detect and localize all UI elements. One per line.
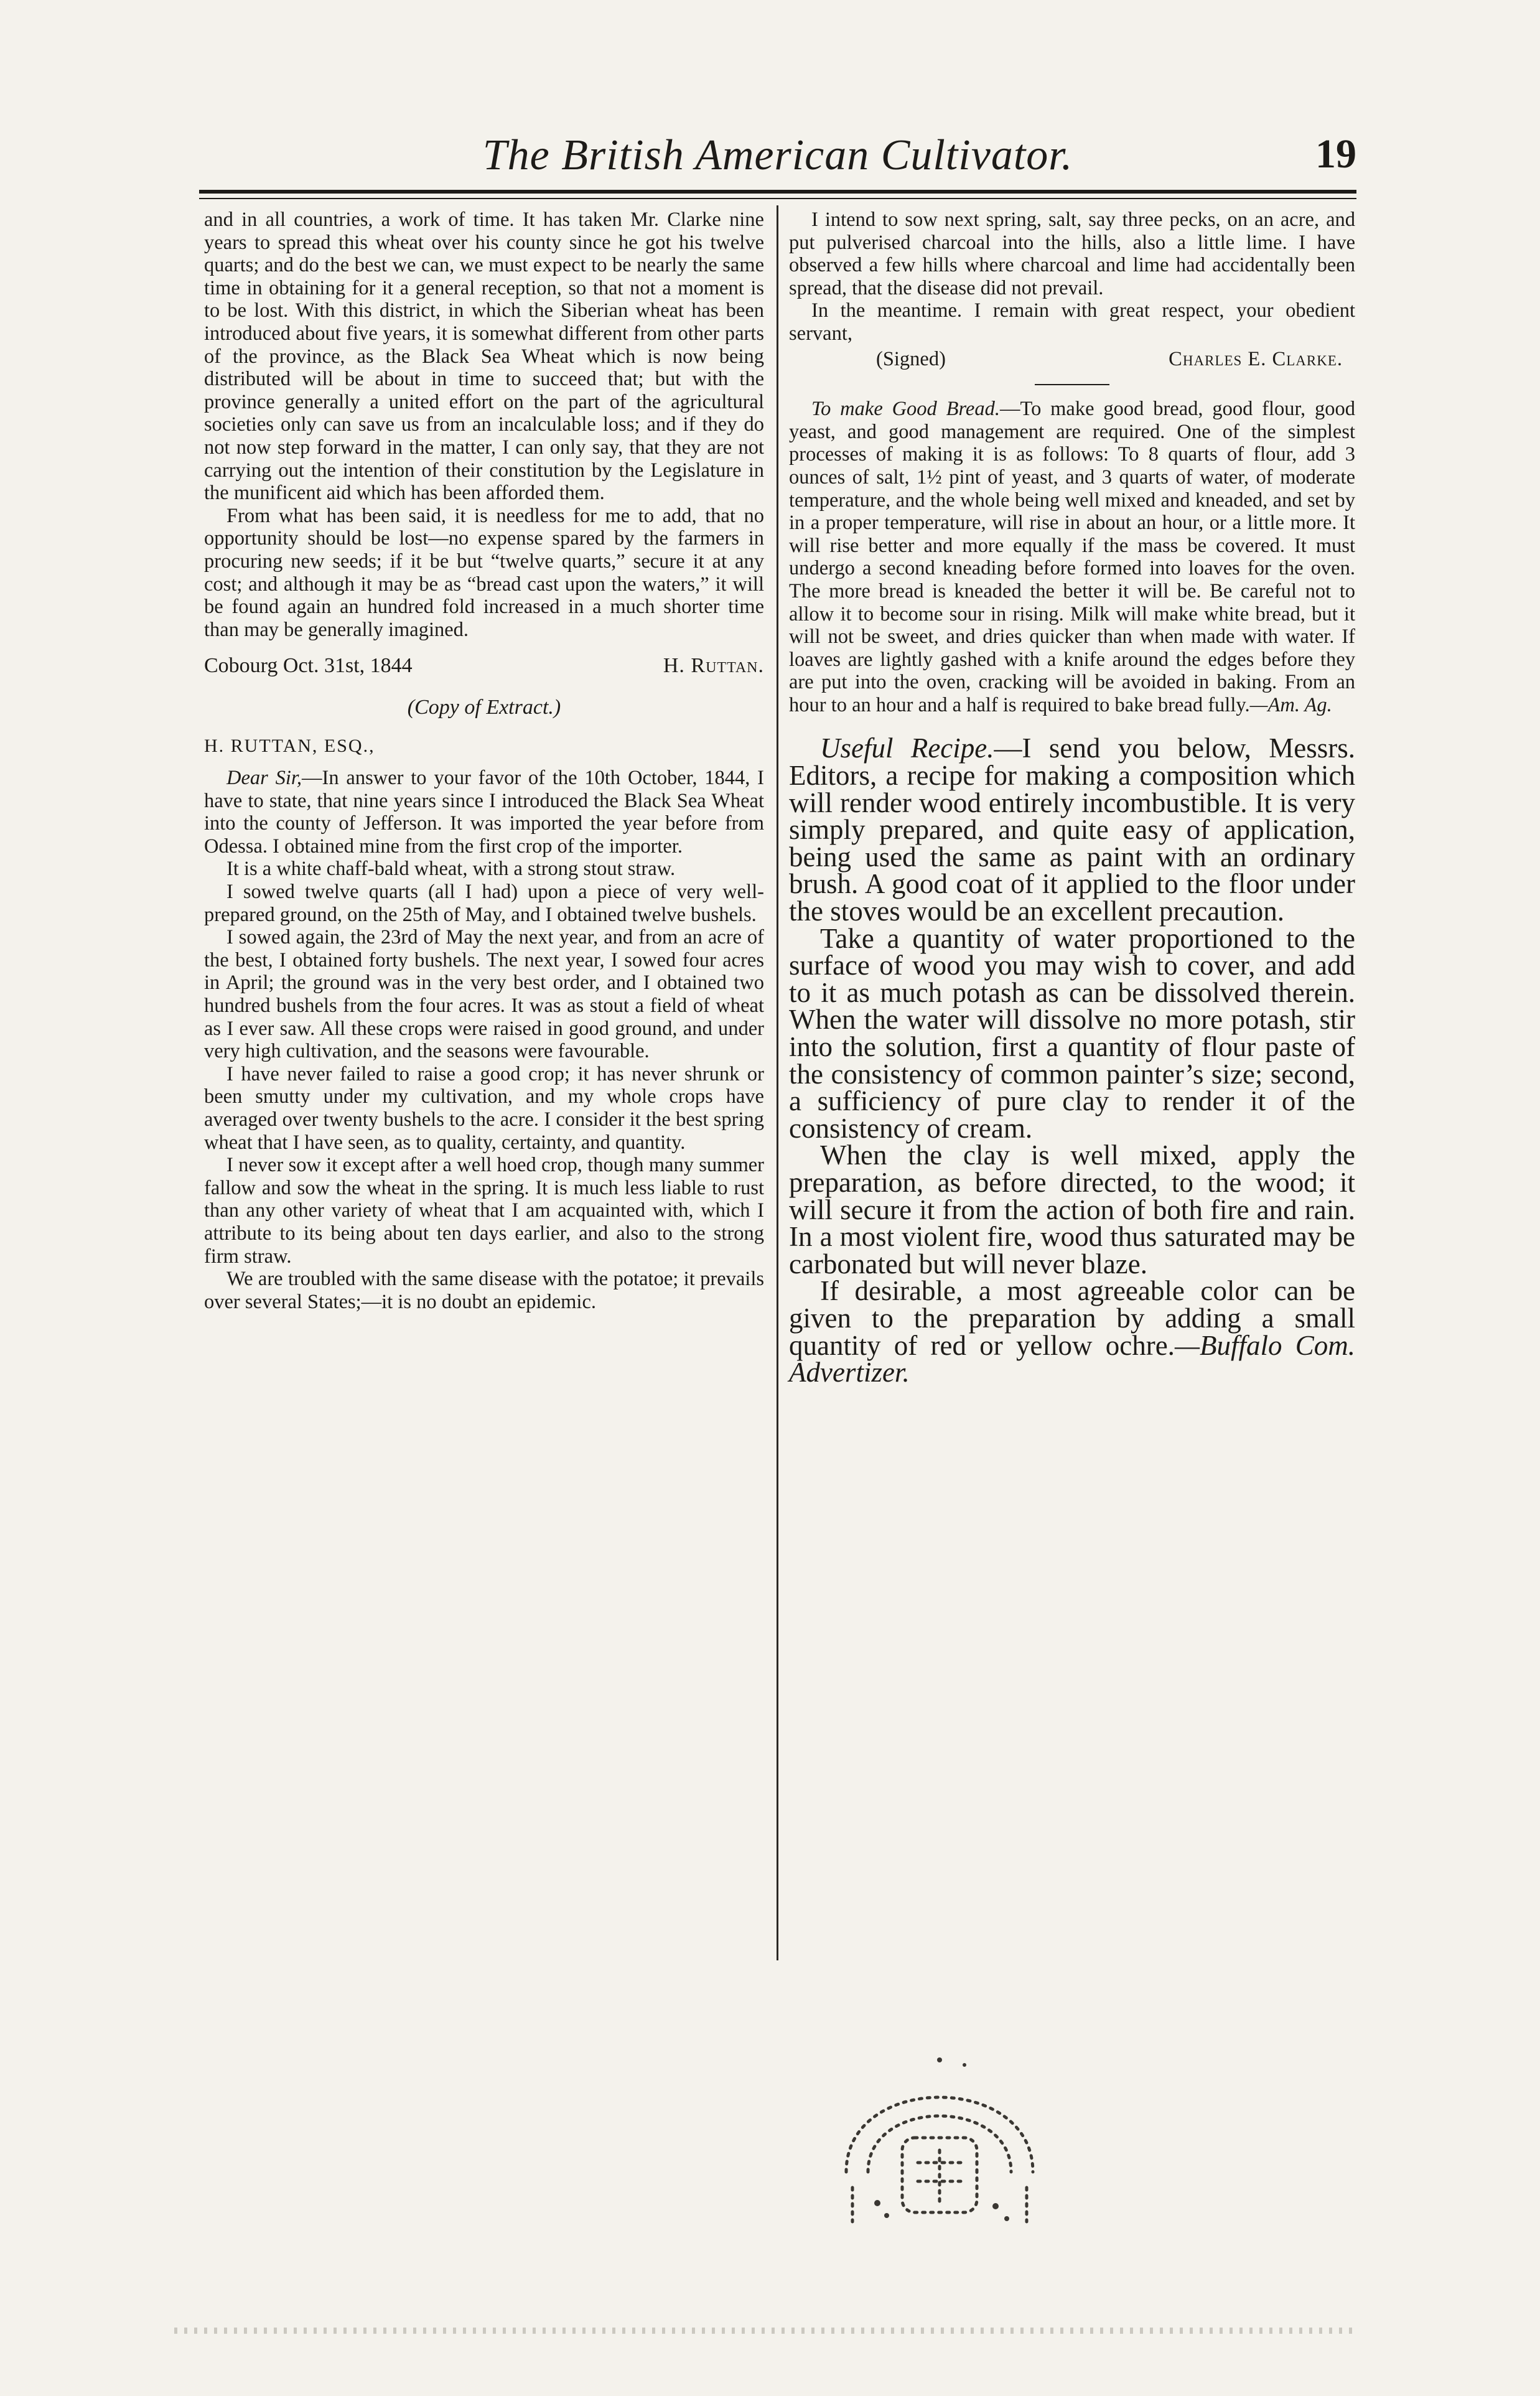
signoff	[789, 345, 1355, 371]
recipe-source: —Buffalo Com. Advertizer.	[789, 1329, 1355, 1388]
salutation: Dear Sir,	[226, 767, 302, 790]
letter-paragraph: I intend to sow next spring, salt, say three pecks, on an acre, and put pulverised charcoal into the hills, also a little lime. I have observed a few hills where charcoal and lime had accidentally been spread, that the disease did not prevail.	[789, 208, 1355, 299]
letter-paragraph	[204, 767, 764, 858]
signer-name: Charles E. Clarke.	[1169, 347, 1343, 370]
letter-paragraph: We are troubled with the same disease with the potatoe; it prevails over several States;—it is no doubt an epidemic.	[204, 1268, 764, 1313]
recipe-body: —I send you below, Messrs. Editors, a recipe for making a composition which will render wood entirely incombustible. It is very simply prepared, and quite easy of application, being used the same as paint with an ordinary brush. A good coat of it applied to the floor under the stoves would be an excellent precaution.	[789, 732, 1355, 927]
dateline	[204, 655, 764, 678]
header-rule-thin	[199, 198, 1356, 199]
running-title: The British American Cultivator.	[482, 131, 1073, 179]
section-rule	[1035, 384, 1109, 385]
letter-paragraph: I never sow it except after a well hoed crop, though many summer fallow and sow the wheat in the spring. It is much less liable to rust than any other variety of wheat that I am acquainted with, which I attribute to its being about ten days earlier, and also to the strong firm straw.	[204, 1154, 764, 1268]
recipe-paragraph: Take a quantity of water proportioned to the surface of wood you may wish to cover, and add to it as much potash as can be dissolved therein. When the water will dissolve no more potash, stir into the solution, first a quantity of flour paste of the consistency of common painter’s size; second, a sufficiency of pure clay to render it of the consistency of cream.	[789, 922, 1355, 1144]
recipe-article	[789, 732, 1355, 1388]
recipe-paragraph	[789, 732, 1355, 927]
signed-label: (Signed)	[876, 347, 946, 370]
recipe-text: If desirable, a most agreeable color can be given to the preparation by adding a small quantity of red or yellow ochre.	[789, 1275, 1355, 1361]
recipe-paragraph: When the clay is well mixed, apply the preparation, as before directed, to the wood; it will secure it from the action of both fire and rain. In a most violent fire, wood thus saturated may be carbonated but will never blaze.	[789, 1140, 1355, 1280]
dateline-place: Cobourg Oct. 31st, 1844	[204, 654, 413, 678]
page-number: 19	[1315, 131, 1356, 177]
recipe-title: Useful Recipe.	[820, 732, 994, 764]
copy-heading: (Copy of Extract.)	[407, 695, 561, 719]
article-paragraph: From what has been said, it is needless for me to add, that no opportunity should be lost—no expense spared by the farmers in procuring new seeds; if it be but “twelve quarts,” secure it at any cost; and although it may be as “bread cast upon the waters,” it will be found again an hundred fold increased in a much shorter time than may be generally imagined.	[204, 504, 764, 641]
page-header	[199, 124, 1356, 193]
article-paragraph: and in all countries, a work of time. It has taken Mr. Clarke nine years to spread this wheat over his county since he got his twelve quarts; and do the best we can, we must expect to be nearly the same time in obtaining for it a general reception, so that not a moment is to be lost. With this district, in which the Siberian wheat has been introduced about five years, it is somewhat different from other parts of the province, as the Black Sea Wheat which is now being distributed will be about in time to succeed that; but with the province generally a united effort on the part of the agricultural societies only can save us from an incalculable loss; and if they do not now step forward in the matter, I can only say, that they are not carrying out the intention of their constitution by the Legislature in the munificent aid which has been afforded them.	[204, 208, 764, 505]
right-column	[789, 208, 1355, 1387]
bread-source: —Am. Ag.	[1249, 693, 1332, 716]
bread-article	[789, 398, 1355, 716]
dateline-signer: H. Ruttan.	[663, 654, 764, 678]
letter-paragraph: It is a white chaff-bald wheat, with a strong stout straw.	[226, 858, 676, 881]
letter-paragraph: I have never failed to raise a good crop; it has never shrunk or been smutty under my cultivation, and my whole crops have averaged over twenty bushels to the acre. I consider it the best spring wheat that I have seen, as to quality, certainty, and quantity.	[204, 1062, 764, 1154]
column-divider	[777, 205, 778, 1960]
library-stamp-icon	[809, 2016, 1070, 2240]
bottom-rule	[174, 2328, 1356, 2334]
letter-addressee: H. RUTTAN, ESQ.,	[204, 736, 375, 757]
letter-paragraph: I sowed again, the 23rd of May the next year, and from an acre of the best, I obtained forty bushels. The next year, I sowed four acres in April; the ground was in the very best order, and I obtained two hundred bushels from the four acres. It was as stout a field of wheat as I ever saw. All these crops were raised in good ground, and under very high cultivation, and the seasons were favourable.	[204, 926, 764, 1063]
bread-body: —To make good bread, good flour, good yeast, and good management are required. One of the simplest processes of making it is as follows: To 8 quarts of flour, add 3 ounces of salt, 1½ pint of yeast, and 3 quarts of water, of moderate temperature, and the whole being well mixed and kneaded, and set by in a proper temperature, will rise in about an hour, or a little more. It will rise better and more equally if the mass be covered. It must undergo a second kneading before formed into loaves for the oven. The more bread is kneaded the better it will be. Be careful not to allow it to become sour in rising. Milk will make white bread, but it will not be sweet, and dries quicker than when made with water. If loaves are lightly gashed with a knife around the edges before they are put into the oven, cracking will be avoided in baking. From an hour to an hour and a half is required to bake bread fully.	[789, 398, 1355, 716]
letter-paragraph: I sowed twelve quarts (all I had) upon a piece of very well-prepared ground, on the 25th of May, and I obtained twelve bushels.	[204, 881, 764, 926]
bread-title: To make Good Bread.	[811, 398, 1000, 421]
recipe-paragraph	[789, 1275, 1355, 1388]
letter-paragraph: In the meantime. I remain with great respect, your obedient servant,	[789, 299, 1355, 345]
left-column	[204, 208, 764, 1313]
header-rule-thick	[199, 190, 1356, 194]
letter-text: —In answer to your favor of the 10th October, 1844, I have to state, that nine years since I introduced the Black Sea Wheat into the county of Jefferson. It was imported the year before from Odessa. I obtained mine from the first crop of the importer.	[204, 767, 764, 858]
